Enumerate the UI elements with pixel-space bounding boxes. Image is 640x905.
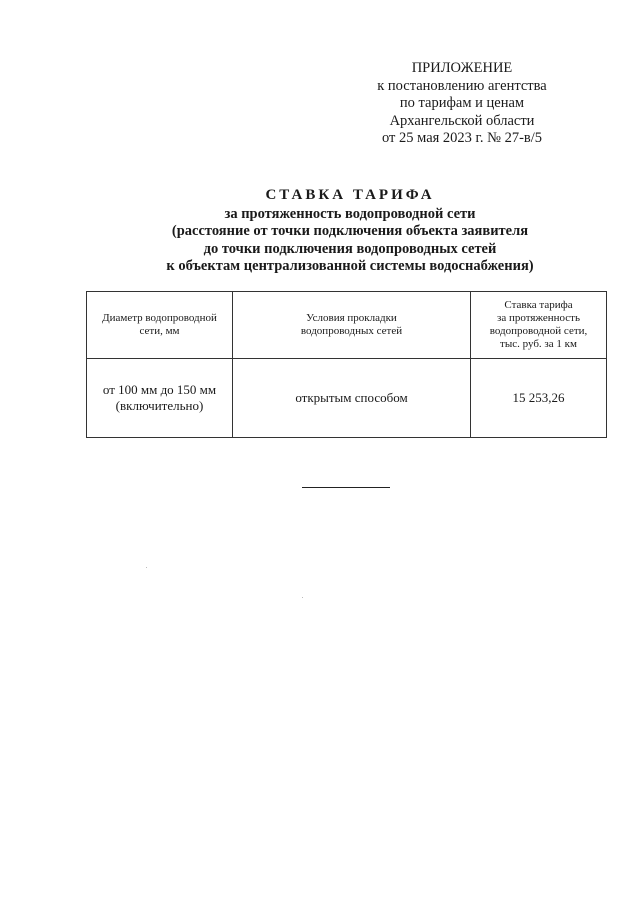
cell-diameter-line-2: (включительно) — [115, 398, 204, 413]
header-diameter-line-1: Диаметр водопроводной — [102, 312, 217, 324]
scan-speck — [146, 567, 147, 568]
annex-line-3: Архангельской области — [389, 112, 535, 129]
header-diameter-line-2: сети, мм — [139, 325, 180, 337]
header-rate — [471, 292, 607, 359]
annex-line-1: к постановлению агентства — [377, 77, 547, 94]
table-row — [87, 359, 607, 438]
cell-diameter — [87, 359, 233, 438]
header-rate-line-4: тыс. руб. за 1 км — [500, 338, 577, 350]
header-conditions-line-1: Условия прокладки — [306, 312, 397, 324]
heading-line-1: за протяженность водопроводной сети — [224, 205, 476, 222]
heading-line-4: к объектам централизованной системы водоснабжения) — [166, 258, 534, 274]
header-conditions-line-2: водопроводных сетей — [300, 325, 403, 337]
annex-line-4: от 25 мая 2023 г. № 27-в/5 — [381, 130, 543, 146]
heading-line-2: (расстояние от точки подключения объекта заявителя — [171, 223, 529, 239]
scan-speck — [302, 597, 303, 598]
heading-title: СТАВКА ТАРИФА — [265, 187, 435, 203]
header-diameter — [87, 292, 233, 359]
header-conditions — [233, 292, 471, 359]
table-header-row — [87, 292, 607, 359]
cell-conditions: открытым способом — [233, 359, 471, 438]
header-rate-line-2: за протяженность — [496, 312, 581, 324]
header-rate-line-3: водопроводной сети, — [489, 325, 588, 337]
tariff-table — [86, 291, 607, 438]
document-heading — [100, 187, 600, 276]
annex-block — [362, 60, 562, 148]
closing-rule-divider — [302, 487, 390, 488]
annex-title: ПРИЛОЖЕНИЕ — [411, 60, 513, 76]
cell-rate: 15 253,26 — [471, 359, 607, 438]
annex-line-2: по тарифам и ценам — [399, 95, 525, 111]
header-rate-line-1: Ставка тарифа — [504, 299, 573, 311]
cell-diameter-line-1: от 100 мм до 150 мм — [102, 382, 217, 397]
heading-line-3: до точки подключения водопроводных сетей — [203, 240, 497, 257]
